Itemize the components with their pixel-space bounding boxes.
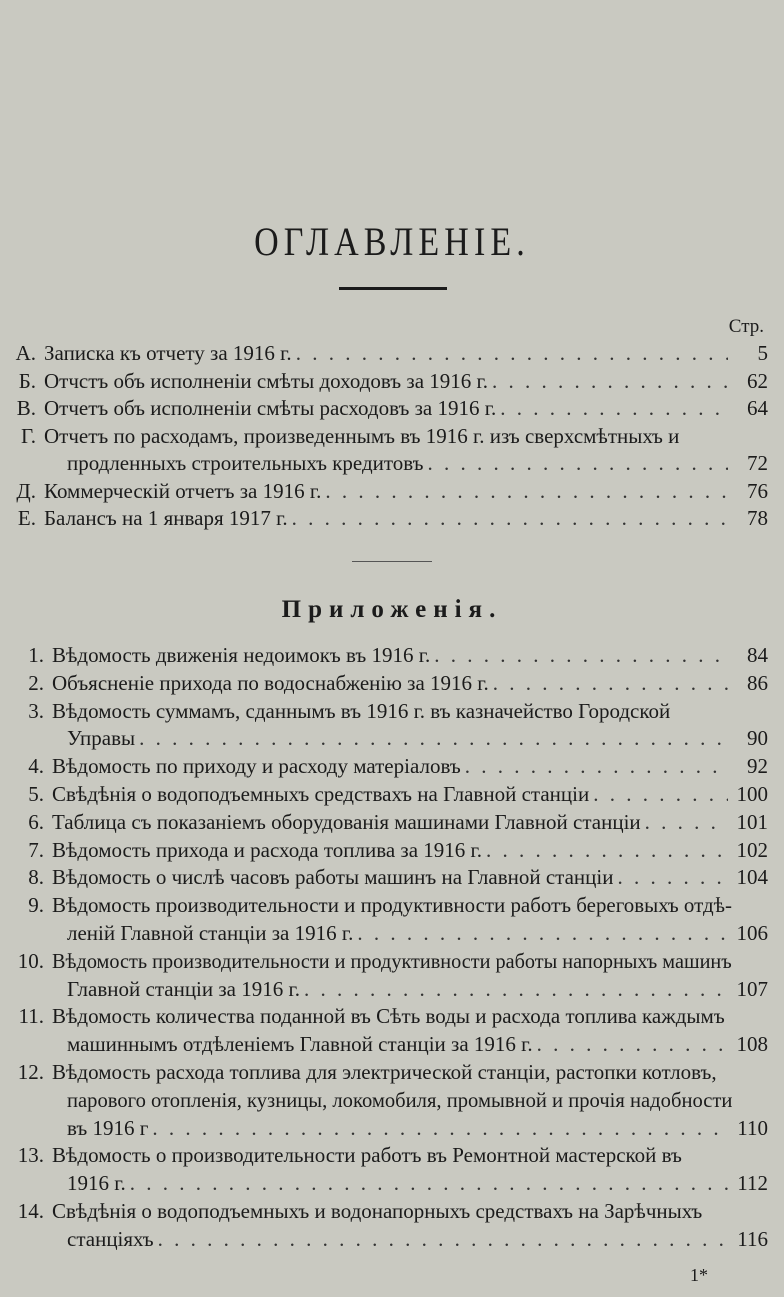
dot-leader <box>152 1115 728 1143</box>
main-contents-list <box>0 340 784 533</box>
toc-line <box>0 1226 784 1254</box>
toc-line <box>0 1198 784 1226</box>
entry-text: Свѣдѣнія о водоподъемныхъ средствахъ на Главной станціи <box>52 781 590 806</box>
dot-leader <box>465 753 728 781</box>
entry-text: Вѣдомость расхода топлива для электрической станціи, растопки котловъ, <box>52 1059 717 1084</box>
toc-line <box>0 809 784 837</box>
toc-entry <box>0 1142 784 1198</box>
toc-line <box>0 450 784 478</box>
toc-entry <box>0 753 784 781</box>
toc-line <box>0 1115 784 1143</box>
dot-leader <box>428 450 728 478</box>
entry-text: Таблица съ показаніемъ оборудованія машинами Главной станціи <box>52 809 641 834</box>
entry-text: въ 1916 г <box>67 1115 149 1140</box>
dot-leader <box>292 505 728 533</box>
entry-text: Балансъ на 1 января 1917 г. <box>44 506 288 530</box>
entry-text: Вѣдомость количества поданной въ Сѣть воды и расхода топлива каждымъ <box>52 1004 725 1029</box>
entry-label: 12. <box>17 1059 44 1084</box>
entry-text: Коммерческій отчетъ за 1916 г. <box>44 478 322 503</box>
entry-label: 7. <box>28 837 44 862</box>
toc-entry <box>0 1003 784 1059</box>
toc-line <box>0 837 784 865</box>
toc-line <box>0 642 784 670</box>
toc-line <box>0 505 784 533</box>
toc-entry <box>0 368 784 396</box>
toc-entry <box>0 809 784 837</box>
entry-label: Б. <box>18 368 36 393</box>
toc-entry <box>0 670 784 698</box>
entry-label: А. <box>15 341 36 365</box>
entry-label: В. <box>16 396 36 420</box>
appendix-heading: Приложенія. <box>281 596 503 623</box>
entry-text: станціяхъ <box>67 1226 154 1251</box>
page-number: 64 <box>747 396 768 420</box>
page-number: 102 <box>736 837 768 862</box>
toc-entry <box>0 642 784 670</box>
entry-text: Записка къ отчету за 1916 г. <box>44 341 292 365</box>
toc-entry <box>0 505 784 533</box>
page-number: 90 <box>747 726 768 751</box>
page-number: 112 <box>737 1171 768 1196</box>
entry-label: 3. <box>28 698 44 723</box>
entry-label: 9. <box>28 893 44 918</box>
page-number: 76 <box>747 478 768 503</box>
toc-entry <box>0 698 784 754</box>
entry-text: Свѣдѣнія о водоподъемныхъ и водонапорныхъ средствахъ на Зарѣчныхъ <box>52 1198 703 1223</box>
toc-line <box>0 1031 784 1059</box>
page-number: 62 <box>747 368 768 393</box>
dot-leader <box>139 725 728 753</box>
toc-entry <box>0 837 784 865</box>
toc-entry <box>0 423 784 478</box>
entry-label: 5. <box>28 781 44 806</box>
dot-leader <box>645 809 728 837</box>
page-column-label: Стр. <box>728 316 764 337</box>
dot-leader <box>296 340 728 368</box>
entry-label: Е. <box>17 506 36 530</box>
entry-text: Отчстъ объ исполненіи смѣты доходовъ за 1916 г. <box>44 368 489 393</box>
entry-text: Отчетъ объ исполненіи смѣты расходовъ за 1916 г. <box>44 396 497 420</box>
dot-leader <box>130 1170 728 1198</box>
toc-entry <box>0 1059 784 1142</box>
dot-leader <box>434 642 728 670</box>
toc-entry <box>0 340 784 368</box>
entry-label: 2. <box>28 670 44 695</box>
entry-label: 14. <box>17 1198 44 1223</box>
page-number: 104 <box>736 865 768 890</box>
toc-line <box>0 1059 784 1087</box>
toc-line <box>0 892 784 920</box>
entry-text: машиннымъ отдѣленіемъ Главной станціи за 1916 г. <box>67 1032 533 1057</box>
dot-leader <box>158 1226 728 1254</box>
entry-text: Объясненіе прихода по водоснабженію за 1916 г. <box>52 670 489 695</box>
signature-mark: 1* <box>690 1265 708 1285</box>
toc-entry <box>0 395 784 423</box>
dot-leader <box>325 478 728 506</box>
page-number: 107 <box>736 976 768 1001</box>
toc-entry <box>0 864 784 892</box>
page-number: 100 <box>736 781 768 806</box>
toc-entry <box>0 781 784 809</box>
entry-text: Управы <box>67 726 136 751</box>
dot-leader <box>357 920 728 948</box>
toc-line <box>0 368 784 396</box>
page-number: 72 <box>747 451 768 475</box>
entry-label: 4. <box>28 754 44 779</box>
entry-text: Отчетъ по расходамъ, произведеннымъ въ 1916 г. изъ сверхсмѣтныхъ и <box>44 423 680 448</box>
entry-text: Вѣдомость суммамъ, сданнымъ въ 1916 г. въ казначейство Городской <box>52 698 671 723</box>
entry-label: 13. <box>17 1143 44 1168</box>
toc-line <box>0 781 784 809</box>
toc-entry <box>0 892 784 948</box>
dot-leader <box>537 1031 728 1059</box>
toc-line <box>0 1003 784 1031</box>
toc-line <box>0 725 784 753</box>
page-number: 5 <box>757 341 768 365</box>
entry-label: Г. <box>20 423 36 448</box>
entry-text: леній Главной станціи за 1916 г. <box>67 920 354 945</box>
entry-label: 8. <box>28 865 44 890</box>
toc-line <box>0 1087 784 1115</box>
page-number: 108 <box>736 1032 768 1057</box>
toc-line <box>0 1142 784 1170</box>
dot-leader <box>492 368 728 396</box>
entry-text: Вѣдомость прихода и расхода топлива за 1916 г. <box>52 837 483 862</box>
entry-text: Вѣдомость производительности и продуктивности работъ береговыхъ отдѣ- <box>52 893 732 918</box>
page-number: 86 <box>747 670 768 695</box>
entry-text: Вѣдомость производительности и продуктивности работы напорныхъ машинъ <box>52 948 732 973</box>
entry-text: продленныхъ строительныхъ кредитовъ <box>67 451 424 475</box>
entry-text: Вѣдомость по приходу и расходу матеріаловъ <box>52 754 461 779</box>
toc-line <box>0 1170 784 1198</box>
toc-line <box>0 864 784 892</box>
page-number: 110 <box>737 1115 768 1140</box>
toc-line <box>0 698 784 726</box>
page-number: 78 <box>747 506 768 530</box>
toc-entry <box>0 948 784 1004</box>
entry-text: Вѣдомость о производительности работъ въ Ремонтной мастерской въ <box>52 1143 682 1168</box>
toc-entry <box>0 1198 784 1254</box>
page-number: 92 <box>747 754 768 779</box>
page-number: 116 <box>737 1226 768 1251</box>
page-title: ОГЛАВЛЕНІЕ. <box>254 219 530 264</box>
dot-leader <box>486 837 728 865</box>
toc-entry <box>0 478 784 506</box>
toc-line <box>0 920 784 948</box>
dot-leader <box>493 670 728 698</box>
entry-text: Главной станціи за 1916 г. <box>67 976 300 1001</box>
page-number: 106 <box>736 920 768 945</box>
entry-label: 11. <box>18 1004 44 1029</box>
entry-text: парового отопленія, кузницы, локомобиля, промывной и прочія надобности <box>67 1087 733 1112</box>
entry-label: 10. <box>17 948 44 973</box>
dot-leader <box>617 864 728 892</box>
toc-line <box>0 753 784 781</box>
entry-text: 1916 г. <box>67 1171 126 1196</box>
entry-label: 6. <box>28 809 44 834</box>
entry-text: Вѣдомость о числѣ часовъ работы машинъ на Главной станціи <box>52 865 614 890</box>
dot-leader <box>304 976 728 1004</box>
dot-leader <box>593 781 728 809</box>
toc-line <box>0 670 784 698</box>
toc-line <box>0 478 784 506</box>
entry-label: Д. <box>16 478 36 503</box>
toc-line <box>0 340 784 368</box>
section-divider <box>352 561 432 562</box>
appendix-contents-list <box>0 642 784 1254</box>
entry-text: Вѣдомость движенія недоимокъ въ 1916 г. <box>52 643 431 667</box>
page-number: 84 <box>747 643 768 667</box>
dot-leader <box>500 395 728 423</box>
toc-line <box>0 976 784 1004</box>
page-number: 101 <box>736 809 768 834</box>
toc-line <box>0 423 784 451</box>
toc-line <box>0 948 784 976</box>
title-underline <box>339 287 447 290</box>
toc-line <box>0 395 784 423</box>
entry-label: 1. <box>28 643 44 667</box>
